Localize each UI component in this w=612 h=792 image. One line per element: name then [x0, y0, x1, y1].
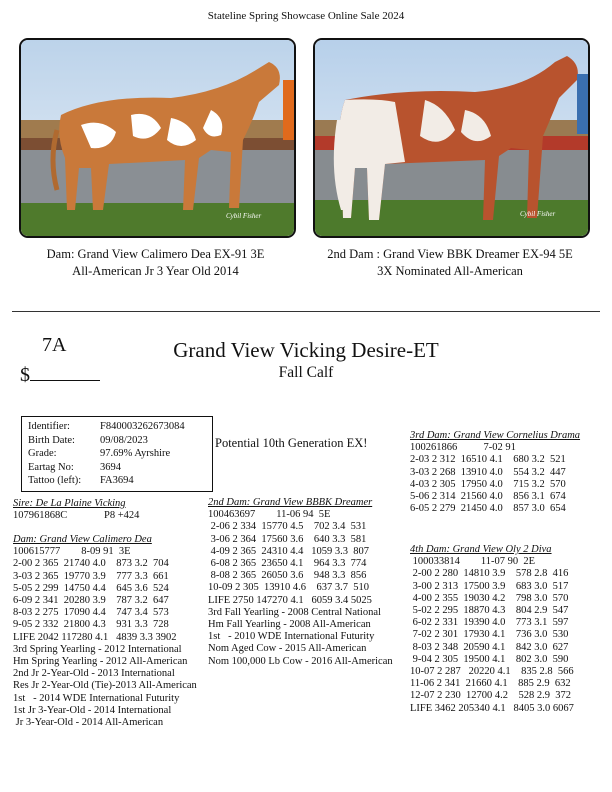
record-line: LIFE 2042 117280 4.1 4839 3.3 3902: [13, 631, 177, 643]
record-line: 3rd Spring Yearling - 2012 International: [13, 643, 182, 655]
second-dam-photo: [313, 38, 590, 238]
dam-caption-line2: All-American Jr 3 Year Old 2014: [72, 264, 239, 278]
dam-lines: [13, 546, 197, 729]
id-label: Eartag No:: [28, 461, 74, 473]
id-value: 09/08/2023: [100, 434, 148, 446]
record-line: 2-03 2 312 16510 4.1 680 3.2 521: [410, 454, 566, 466]
dam4-section: [410, 544, 574, 715]
record-line: 6-09 2 341 20280 3.9 787 3.2 647: [13, 595, 169, 607]
record-line: LIFE 2750 147270 4.1 6059 3.4 5025: [208, 594, 372, 606]
id-value: 97.69% Ayrshire: [100, 448, 171, 459]
cow-image: [21, 40, 294, 236]
second-dam-caption-line2: 3X Nominated All-American: [377, 264, 523, 278]
record-line: 3-06 2 364 17560 3.6 640 3.3 581: [208, 533, 367, 545]
watermark-right: Cybil Fisher: [520, 210, 556, 218]
record-line: 5-02 2 295 18870 4.3 804 2.9 547: [410, 605, 569, 617]
record-line: 2nd Jr 2-Year-Old - 2013 International: [13, 668, 175, 680]
record-line: 1st - 2014 WDE International Futurity: [13, 692, 180, 704]
record-line: 9-05 2 332 21800 4.3 931 3.3 728: [13, 619, 169, 631]
dam2-heading: 2nd Dam: Grand View BBBK Dreamer: [208, 497, 373, 508]
record-line: 3rd Fall Yearling - 2008 Central National: [208, 606, 381, 618]
divider: [12, 311, 600, 312]
cow-image: [315, 40, 588, 236]
record-line: 10-07 2 287 20220 4.1 835 2.8 566: [410, 666, 574, 678]
dam2-section: [208, 497, 393, 668]
id-box: [21, 416, 213, 492]
price-prefix: $: [20, 364, 30, 386]
record-line: 10-09 2 305 13910 4.6 637 3.7 510: [208, 582, 369, 594]
record-line: LIFE 3462 205340 4.1 8405 3.0 6067: [410, 702, 574, 714]
record-line: Jr 3-Year-Old - 2014 All-American: [13, 717, 164, 729]
id-label: Tattoo (left):: [28, 475, 82, 486]
record-line: 4-00 2 355 19030 4.2 798 3.0 570: [410, 592, 569, 604]
dam3-section: [410, 430, 580, 515]
sire-heading: Sire: De La Plaine Vicking: [13, 498, 126, 509]
dam4-heading: 4th Dam: Grand View Oly 2 Diva: [410, 544, 552, 555]
animal-name: Grand View Vicking Desire-ET: [173, 338, 439, 362]
id-row: [28, 474, 206, 488]
id-value: F840003262673084: [100, 421, 185, 432]
record-line: 1st Jr 3-Year-Old - 2014 International: [13, 704, 172, 716]
second-dam-caption-line1: 2nd Dam : Grand View BBK Dreamer EX-94 5E: [327, 247, 573, 261]
record-line: 2-00 2 365 21740 4.0 873 3.2 704: [13, 558, 169, 570]
id-label: Grade:: [28, 448, 57, 459]
record-line: 9-04 2 305 19500 4.1 802 3.0 590: [410, 653, 569, 665]
id-row: [28, 461, 206, 475]
tagline: Potential 10th Generation EX!: [215, 436, 368, 450]
record-line: 3-00 2 313 17500 3.9 683 3.0 517: [410, 580, 569, 592]
record-line: 2-00 2 280 14810 3.9 578 2.8 416: [410, 568, 569, 580]
record-line: Res Jr 2-Year-Old (Tie)-2013 All-American: [13, 680, 197, 692]
record-line: Hm Spring Yearling - 2012 All-American: [13, 656, 188, 668]
record-line: 3-03 2 268 13910 4.0 554 3.2 447: [410, 466, 566, 478]
record-line: 100261866 7-02 91: [410, 442, 516, 454]
record-line: 1st - 2010 WDE International Futurity: [208, 631, 375, 643]
price-blank: [30, 362, 100, 381]
record-line: 100463697 11-06 94 5E: [208, 509, 331, 521]
dam-caption: [19, 246, 292, 280]
dam3-lines: [410, 442, 580, 515]
record-line: 6-08 2 365 23650 4.1 964 3.3 774: [208, 558, 367, 570]
id-value: FA3694: [100, 475, 134, 486]
record-line: 8-03 2 348 20590 4.1 842 3.0 627: [410, 641, 569, 653]
id-label: Birth Date:: [28, 434, 75, 446]
id-value: 3694: [100, 461, 121, 473]
sire-section: [13, 498, 139, 522]
sire-line: 107961868C P8 +424: [13, 510, 140, 522]
price-field: [20, 362, 100, 387]
record-line: 6-05 2 279 21450 4.0 857 3.0 654: [410, 503, 566, 515]
id-row: [28, 434, 206, 448]
id-row: [28, 420, 206, 434]
dam-heading: Dam: Grand View Calimero Dea: [13, 534, 152, 545]
record-line: 6-02 2 331 19390 4.0 773 3.1 597: [410, 617, 569, 629]
record-line: 4-09 2 365 24310 4.4 1059 3.3 807: [208, 545, 369, 557]
record-line: 8-08 2 365 26050 3.6 948 3.3 856: [208, 570, 367, 582]
record-line: 5-05 2 299 14750 4.4 645 3.6 524: [13, 582, 169, 594]
record-line: 12-07 2 230 12700 4.2 528 2.9 372: [410, 690, 571, 702]
record-line: 100615777 8-09 91 3E: [13, 546, 131, 558]
record-line: Nom 100,000 Lb Cow - 2016 All-American: [208, 655, 393, 667]
id-label: Identifier:: [28, 421, 70, 432]
animal-class: Fall Calf: [278, 364, 334, 381]
id-row: [28, 447, 206, 461]
record-line: 3-03 2 365 19770 3.9 777 3.3 661: [13, 570, 169, 582]
dam3-heading: 3rd Dam: Grand View Cornelius Drama: [410, 430, 581, 441]
record-line: 8-03 2 275 17090 4.4 747 3.4 573: [13, 607, 169, 619]
record-line: Nom Aged Cow - 2015 All-American: [208, 643, 367, 655]
record-line: 11-06 2 341 21660 4.1 885 2.9 632: [410, 678, 571, 690]
lot-number: 7A: [42, 334, 67, 356]
dam2-lines: [208, 509, 393, 668]
record-line: 7-02 2 301 17930 4.1 736 3.0 530: [410, 629, 569, 641]
record-line: Hm Fall Yearling - 2008 All-American: [208, 619, 371, 631]
record-line: 4-03 2 305 17950 4.0 715 3.2 570: [410, 478, 566, 490]
dam-section: [13, 534, 197, 729]
record-line: 2-06 2 334 15770 4.5 702 3.4 531: [208, 521, 367, 533]
record-line: 100033814 11-07 90 2E: [410, 556, 536, 568]
second-dam-caption: [305, 246, 595, 280]
dam-caption-line1: Dam: Grand View Calimero Dea EX-91 3E: [46, 247, 265, 261]
dam-photo: [19, 38, 296, 238]
dam4-lines: [410, 556, 574, 715]
watermark-left: Cybil Fisher: [226, 212, 262, 220]
record-line: 5-06 2 314 21560 4.0 856 3.1 674: [410, 491, 566, 503]
sale-title: Stateline Spring Showcase Online Sale 2024: [207, 10, 405, 22]
